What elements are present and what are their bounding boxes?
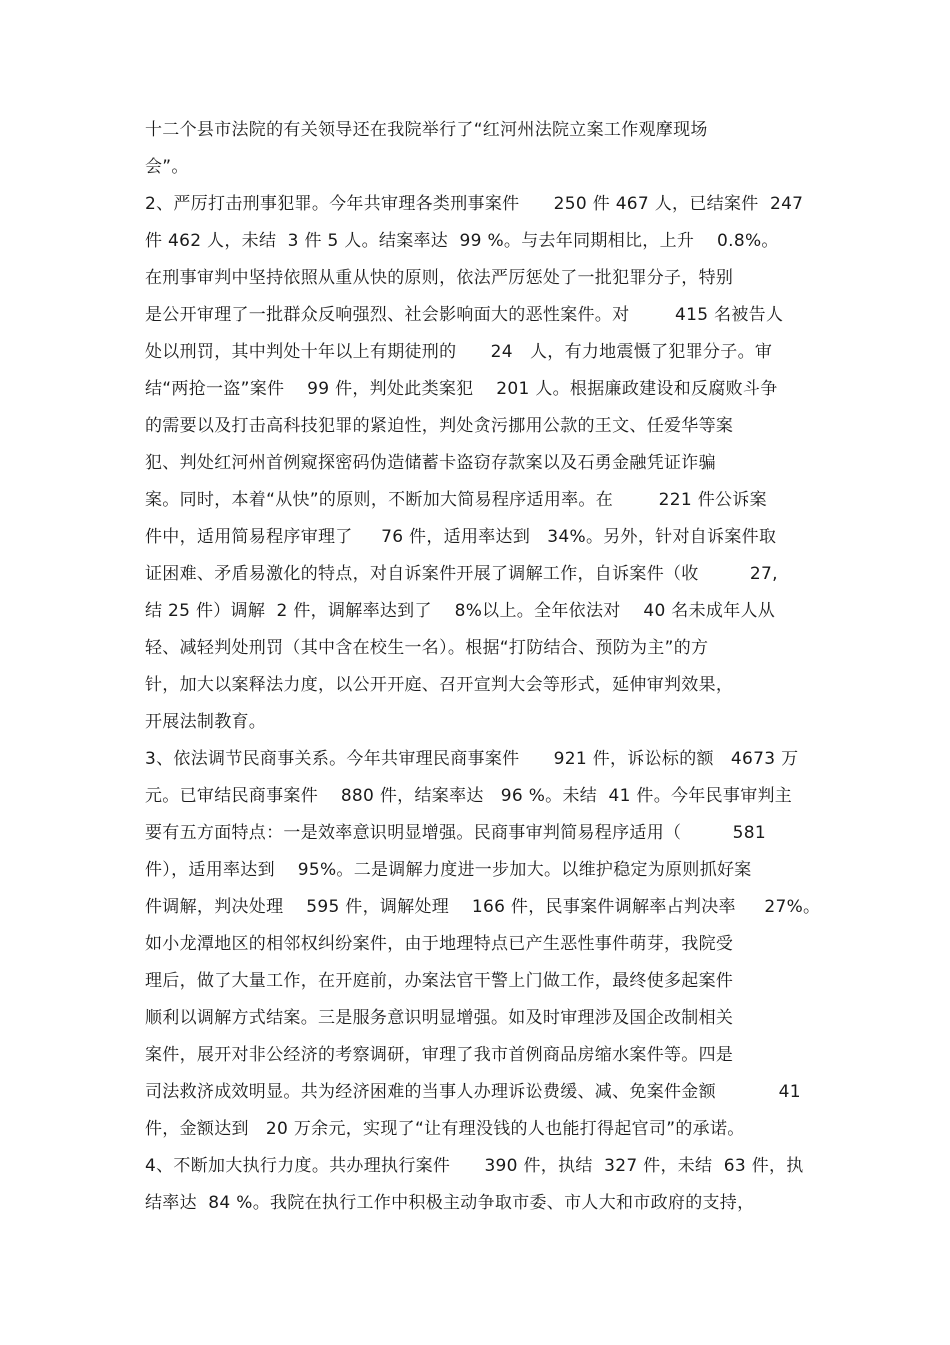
text-line: 是公开审理了一批群众反响强烈、社会影响面大的恶性案件。对 415 名被告人 xyxy=(145,305,784,325)
text-line: 2、严厉打击刑事犯罪。今年共审理各类刑事案件 250 件 467 人，已结案件 247 xyxy=(145,194,804,214)
text-line: 件调解，判决处理 595 件，调解处理 166 件，民事案件调解率占判决率 27%。 xyxy=(145,897,821,917)
text-line: 在刑事审判中坚持依照从重从快的原则，依法严厉惩处了一批犯罪分子，特别 xyxy=(145,268,734,288)
text-line: 如小龙潭地区的相邻权纠纷案件，由于地理特点已产生恶性事件萌芽，我院受 xyxy=(145,934,734,954)
text-line: 件），适用率达到 95%。二是调解力度进一步加大。以维护稳定为原则抓好案 xyxy=(145,860,752,880)
text-line: 犯、判处红河州首例窥探密码伪造储蓄卡盗窃存款案以及石勇金融凭证诈骗 xyxy=(145,453,716,473)
text-line: 会”。 xyxy=(145,157,189,177)
text-line: 司法救济成效明显。共为经济困难的当事人办理诉讼费缓、减、免案件金额 41 xyxy=(145,1082,801,1102)
text-line: 件 462 人，未结 3 件 5 人。结案率达 99 %。与去年同期相比，上升 0.8%。 xyxy=(145,231,779,251)
text-line: 结 25 件）调解 2 件，调解率达到了 8%以上。全年依法对 40 名未成年人从 xyxy=(145,601,776,621)
text-line: 件，金额达到 20 万余元，实现了“让有理没钱的人也能打得起官司”的承诺。 xyxy=(145,1119,745,1139)
text-line: 理后，做了大量工作，在开庭前，办案法官干警上门做工作，最终使多起案件 xyxy=(145,971,734,991)
text-line: 顺利以调解方式结案。三是服务意识明显增强。如及时审理涉及国企改制相关 xyxy=(145,1008,734,1028)
text-line: 轻、减轻判处刑罚（其中含在校生一名）。根据“打防结合、预防为主”的方 xyxy=(145,638,709,658)
text-line: 开展法制教育。 xyxy=(145,712,267,732)
text-line: 结“两抢一盗”案件 99 件，判处此类案犯 201 人。根据廉政建设和反腐败斗争 xyxy=(145,379,778,399)
text-line: 证困难、矛盾易激化的特点，对自诉案件开展了调解工作，自诉案件（收 27, xyxy=(145,564,778,584)
text-line: 4、不断加大执行力度。共办理执行案件 390 件，执结 327 件，未结 63 件，执 xyxy=(145,1156,804,1176)
text-line: 十二个县市法院的有关领导还在我院举行了“红河州法院立案工作观摩现场 xyxy=(145,120,708,140)
text-line: 针，加大以案释法力度，以公开开庭、召开宣判大会等形式，延伸审判效果， xyxy=(145,675,734,695)
text-line: 要有五方面特点：一是效率意识明显增强。民商事审判简易程序适用（ 581 xyxy=(145,823,766,843)
text-line: 结率达 84 %。我院在执行工作中积极主动争取市委、市人大和市政府的支持， xyxy=(145,1193,755,1213)
text-line: 元。已审结民商事案件 880 件，结案率达 96 %。未结 41 件。今年民事审判主 xyxy=(145,786,793,806)
text-line: 案件，展开对非公经济的考察调研，审理了我市首例商品房缩水案件等。四是 xyxy=(145,1045,734,1065)
text-line: 的需要以及打击高科技犯罪的紧迫性，判处贪污挪用公款的王文、任爱华等案 xyxy=(145,416,734,436)
text-line: 处以刑罚，其中判处十年以上有期徒刑的 24 人，有力地震慑了犯罪分子。审 xyxy=(145,342,773,362)
text-line: 件中，适用简易程序审理了 76 件，适用率达到 34%。另外，针对自诉案件取 xyxy=(145,527,777,547)
text-line: 案。同时，本着“从快”的原则，不断加大简易程序适用率。在 221 件公诉案 xyxy=(145,490,767,510)
text-line: 3、依法调节民商事关系。今年共审理民商事案件 921 件，诉讼标的额 4673 万 xyxy=(145,749,799,769)
